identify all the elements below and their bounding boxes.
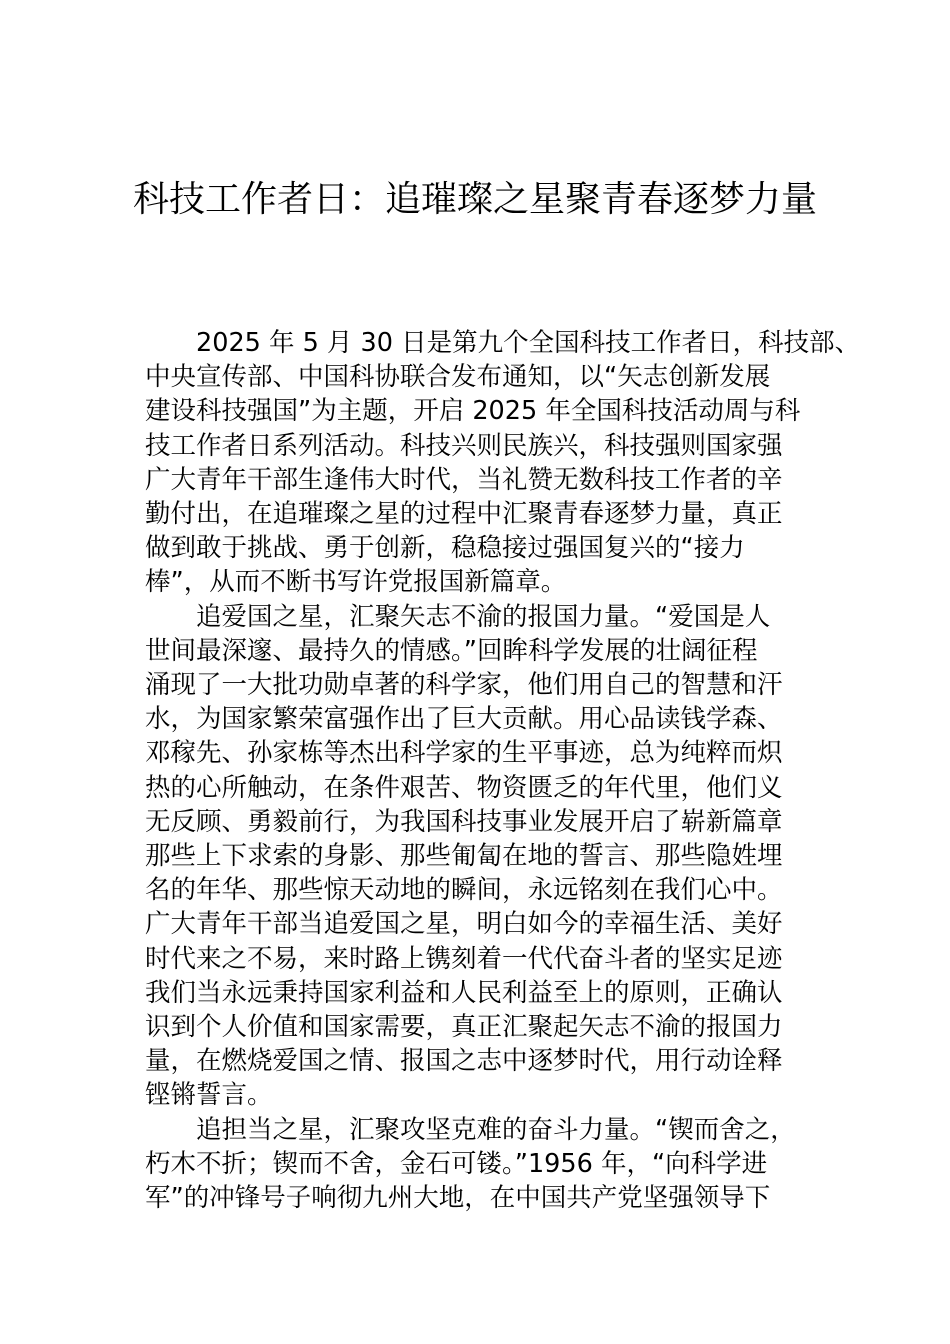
text-line: 水，为国家繁荣富强作出了巨大贡献。用心品读钱学森、: [145, 704, 783, 735]
text-line: 我们当永远秉持国家利益和人民利益至上的原则，正确认: [145, 977, 783, 1008]
text-line: 广大青年干部生逢伟大时代，当礼赞无数科技工作者的辛: [145, 464, 783, 495]
text-line: 涌现了一大批功勋卓著的科学家，他们用自己的智慧和汗: [145, 670, 783, 701]
text-line: 邓稼先、孙家栋等杰出科学家的生平事迹，总为纯粹而炽: [145, 738, 783, 769]
text-line: 棒”，从而不断书写许党报国新篇章。: [145, 567, 567, 598]
text-line: 时代来之不易，来时路上镌刻着一代代奋斗者的坚实足迹: [145, 943, 783, 974]
text-line: 中央宣传部、中国科协联合发布通知，以“矢志创新发展: [145, 362, 771, 393]
text-line: 军”的冲锋号子响彻九州大地，在中国共产党坚强领导下: [145, 1183, 771, 1214]
text-line: 广大青年干部当追爱国之星，明白如今的幸福生活、美好: [145, 909, 783, 940]
text-line: 量，在燃烧爱国之情、报国之志中逐梦时代，用行动诠释: [145, 1046, 783, 1077]
text-line: 那些上下求索的身影、那些匍匐在地的誓言、那些隐姓埋: [145, 841, 783, 872]
text-line: 技工作者日系列活动。科技兴则民族兴，科技强则国家强: [145, 430, 783, 461]
text-line: 朽木不折；锲而不舍，金石可镂。”1956 年，“向科学进: [145, 1148, 768, 1179]
text-line: 做到敢于挑战、勇于创新，稳稳接过强国复兴的“接力: [145, 533, 745, 564]
text-line: 无反顾、勇毅前行，为我国科技事业发展开启了崭新篇章: [145, 806, 783, 837]
text-line: 2025 年 5 月 30 日是第九个全国科技工作者日，科技部、: [196, 328, 861, 358]
paragraph-2: [145, 600, 830, 1113]
text-line: 铿锵誓言。: [145, 1080, 273, 1111]
document-body: [145, 326, 861, 1215]
text-line: 世间最深邃、最持久的情感。”回眸科学发展的壮阔征程: [145, 635, 758, 666]
document-title: 科技工作者日：追璀璨之星聚青春逐梦力量: [132, 179, 817, 220]
text-line: 追爱国之星，汇聚矢志不渝的报国力量。“爱国是人: [196, 601, 771, 632]
text-line: 建设科技强国”为主题，开启 2025 年全国科技活动周与科: [145, 396, 801, 427]
text-line: 识到个人价值和国家需要，真正汇聚起矢志不渝的报国力: [145, 1012, 783, 1043]
paragraph-3: [145, 1113, 830, 1216]
text-line: 热的心所触动，在条件艰苦、物资匮乏的年代里，他们义: [145, 772, 783, 803]
text-line: 追担当之星，汇聚攻坚克难的奋斗力量。“锲而舍之，: [196, 1114, 796, 1145]
text-line: 勤付出，在追璀璨之星的过程中汇聚青春逐梦力量，真正: [145, 499, 783, 530]
paragraph-1: [145, 326, 861, 600]
text-line: 名的年华、那些惊天动地的瞬间，永远铭刻在我们心中。: [145, 875, 783, 906]
